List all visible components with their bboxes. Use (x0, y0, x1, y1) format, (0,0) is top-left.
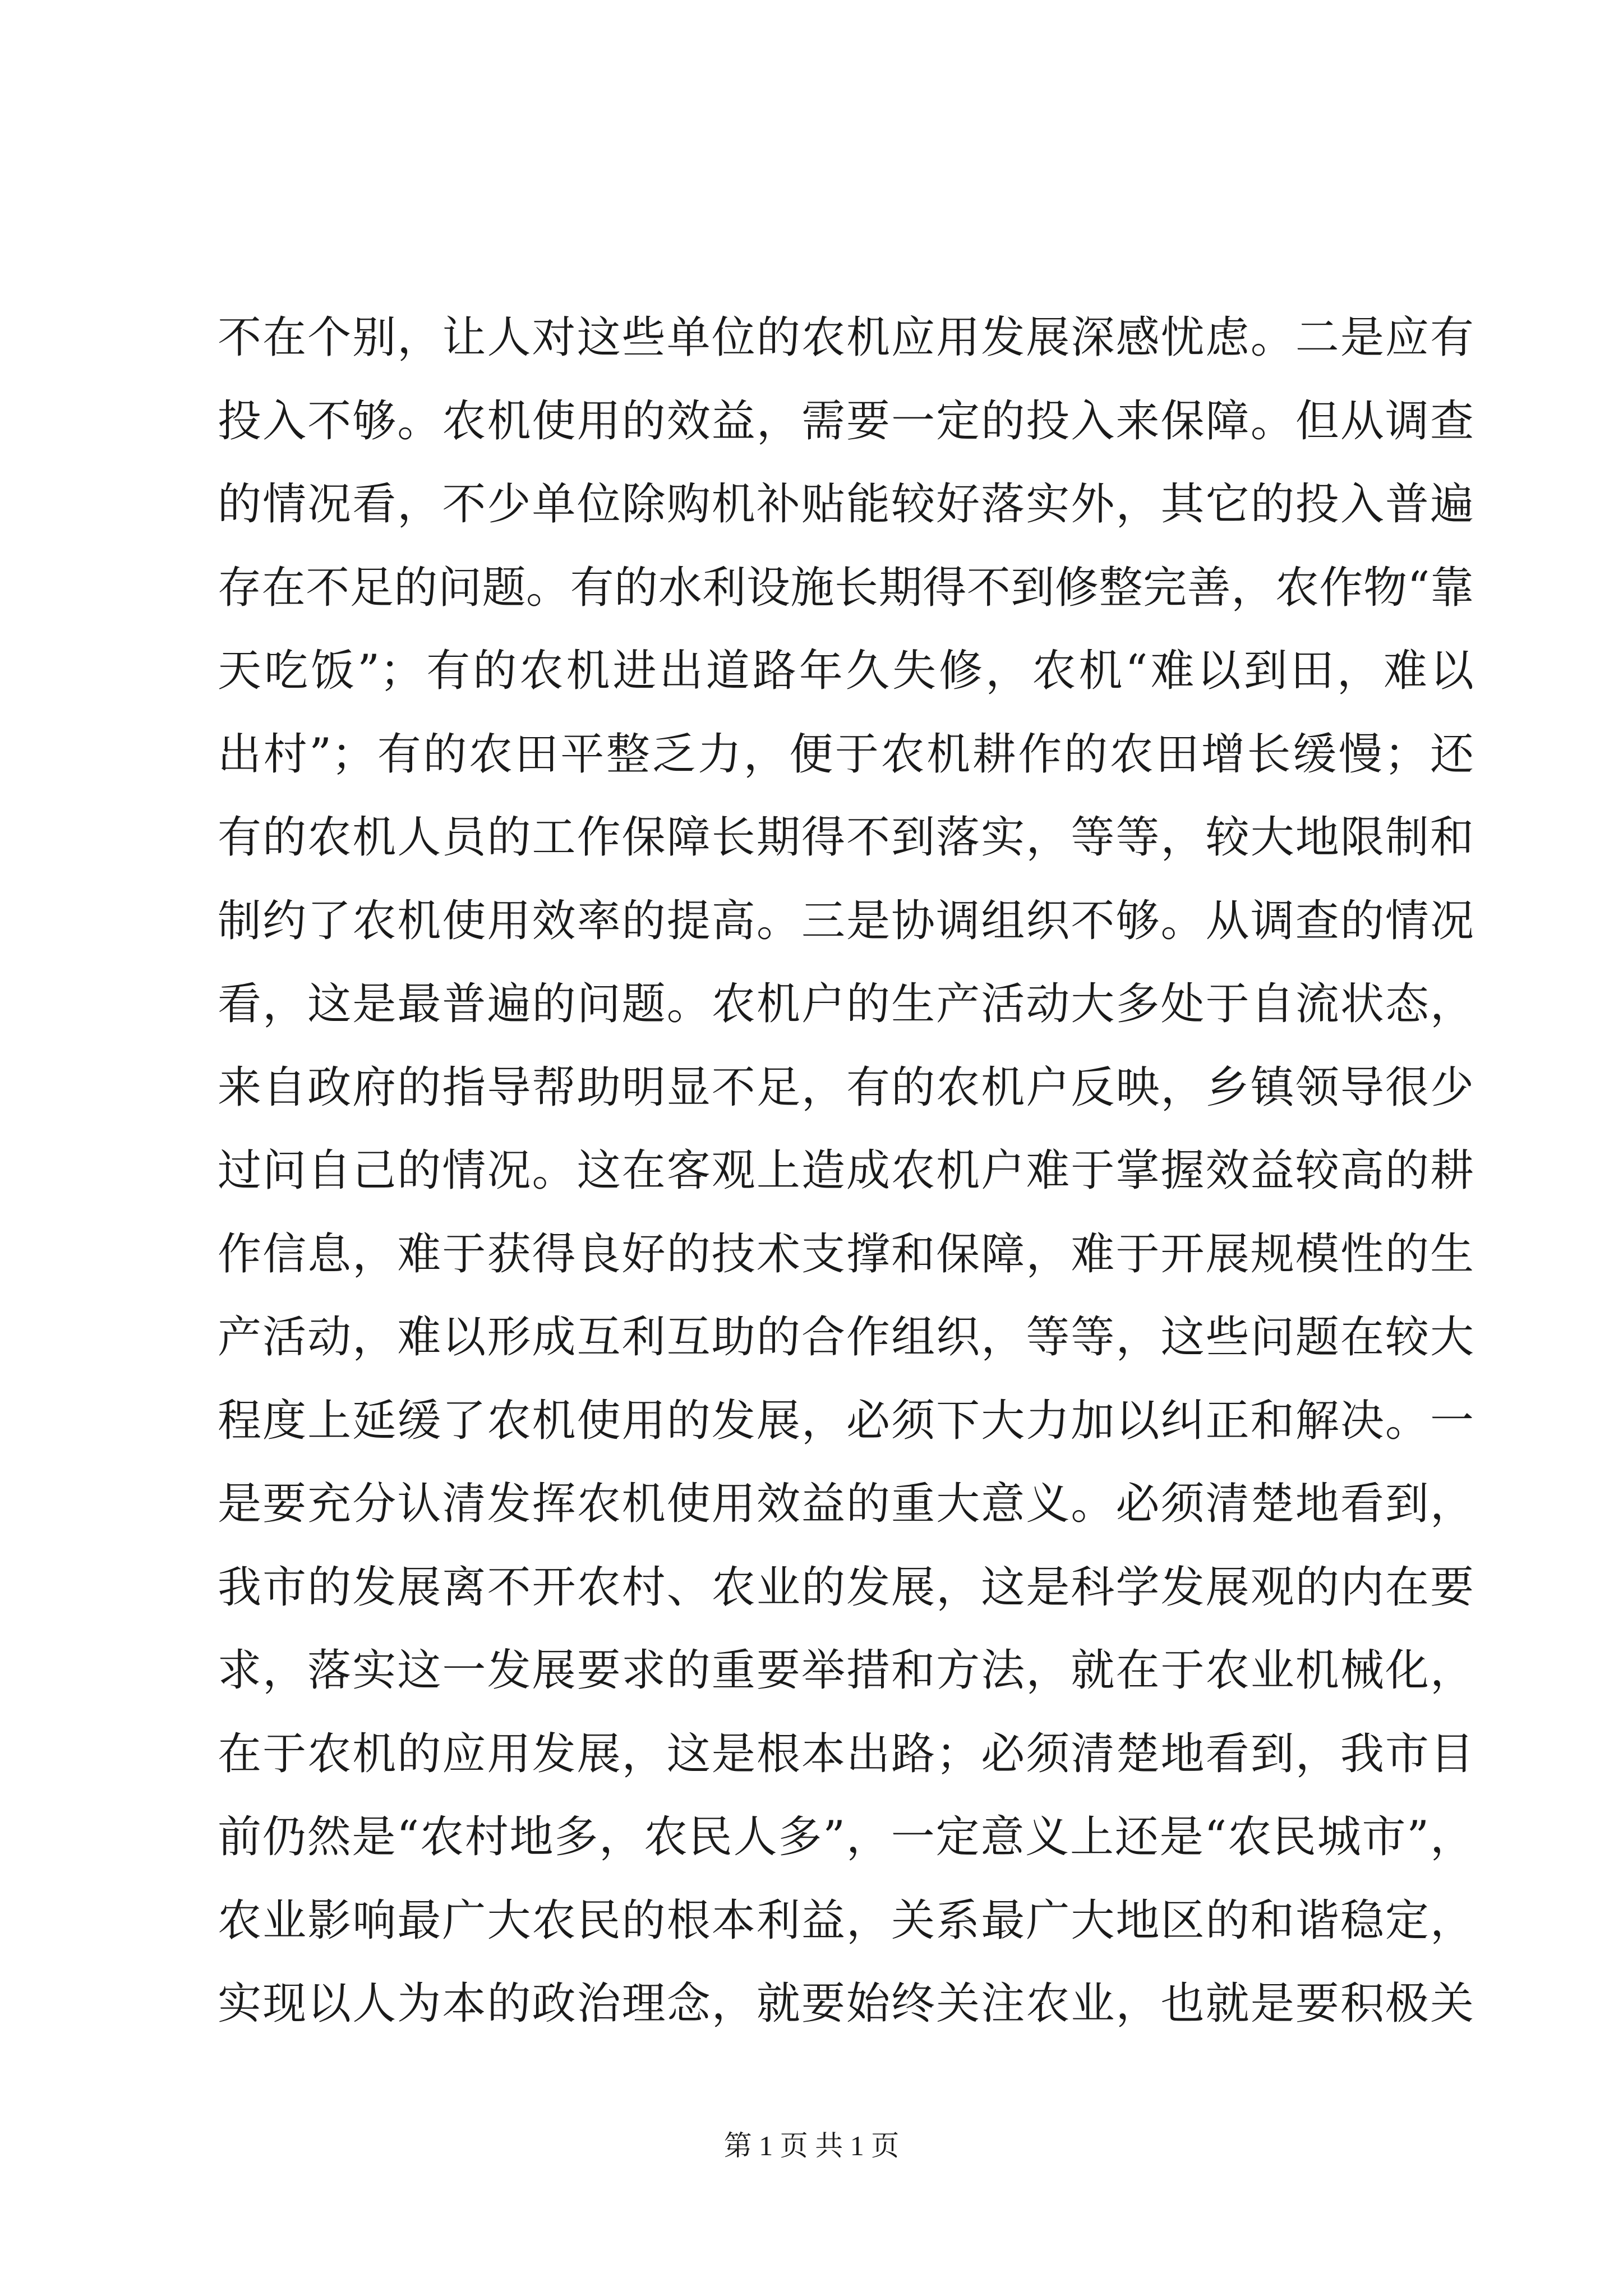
text-line: 作信息，难于获得良好的技术支撑和保障，难于开展规模性的生 (218, 1228, 1474, 1280)
text-line: 求，落实这一发展要求的重要举措和方法，就在于农业机械化， (218, 1645, 1474, 1696)
text-line: 农业影响最广大农民的根本利益，关系最广大地区的和谐稳定， (218, 1895, 1474, 1946)
text-line: 我市的发展离不开农村、农业的发展，这是科学发展观的内在要 (218, 1562, 1474, 1613)
text-line: 是要充分认清发挥农机使用效益的重大意义。必须清楚地看到， (218, 1479, 1474, 1529)
text-line: 前仍然是“农村地多，农民人多”，一定意义上还是“农民城市”， (218, 1812, 1474, 1862)
text-line: 产活动，难以形成互利互助的合作组织，等等，这些问题在较大 (218, 1312, 1474, 1363)
text-line: 来自政府的指导帮助明显不足，有的农机户反映，乡镇领导很少 (218, 1062, 1474, 1113)
page-number-footer: 第 1 页 共 1 页 (723, 2130, 900, 2161)
text-line: 投入不够。农机使用的效益，需要一定的投入来保障。但从调查 (218, 395, 1474, 447)
text-line: 出村”；有的农田平整乏力，便于农机耕作的农田增长缓慢；还 (218, 729, 1474, 780)
text-line: 实现以人为本的政治理念，就要始终关注农业，也就是要积极关 (218, 1978, 1474, 2029)
text-line: 天吃饭”；有的农机进出道路年久失修，农机“难以到田，难以 (218, 646, 1474, 696)
text-line: 有的农机人员的工作保障长期得不到落实，等等，较大地限制和 (218, 812, 1474, 863)
text-line: 存在不足的问题。有的水利设施长期得不到修整完善，农作物“靠 (218, 562, 1474, 613)
text-line: 在于农机的应用发展，这是根本出路；必须清楚地看到，我市目 (218, 1728, 1474, 1779)
text-line: 不在个别，让人对这些单位的农机应用发展深感忧虑。二是应有 (218, 312, 1474, 363)
text-line: 看，这是最普遍的问题。农机户的生产活动大多处于自流状态， (218, 979, 1474, 1029)
text-line: 过问自己的情况。这在客观上造成农机户难于掌握效益较高的耕 (218, 1145, 1474, 1196)
text-line: 制约了农机使用效率的提高。三是协调组织不够。从调查的情况 (218, 895, 1474, 946)
text-line: 程度上延缓了农机使用的发展，必须下大力加以纠正和解决。一 (218, 1395, 1474, 1446)
body-text (218, 310, 1474, 2059)
text-line: 的情况看，不少单位除购机补贴能较好落实外，其它的投入普遍 (218, 479, 1474, 530)
